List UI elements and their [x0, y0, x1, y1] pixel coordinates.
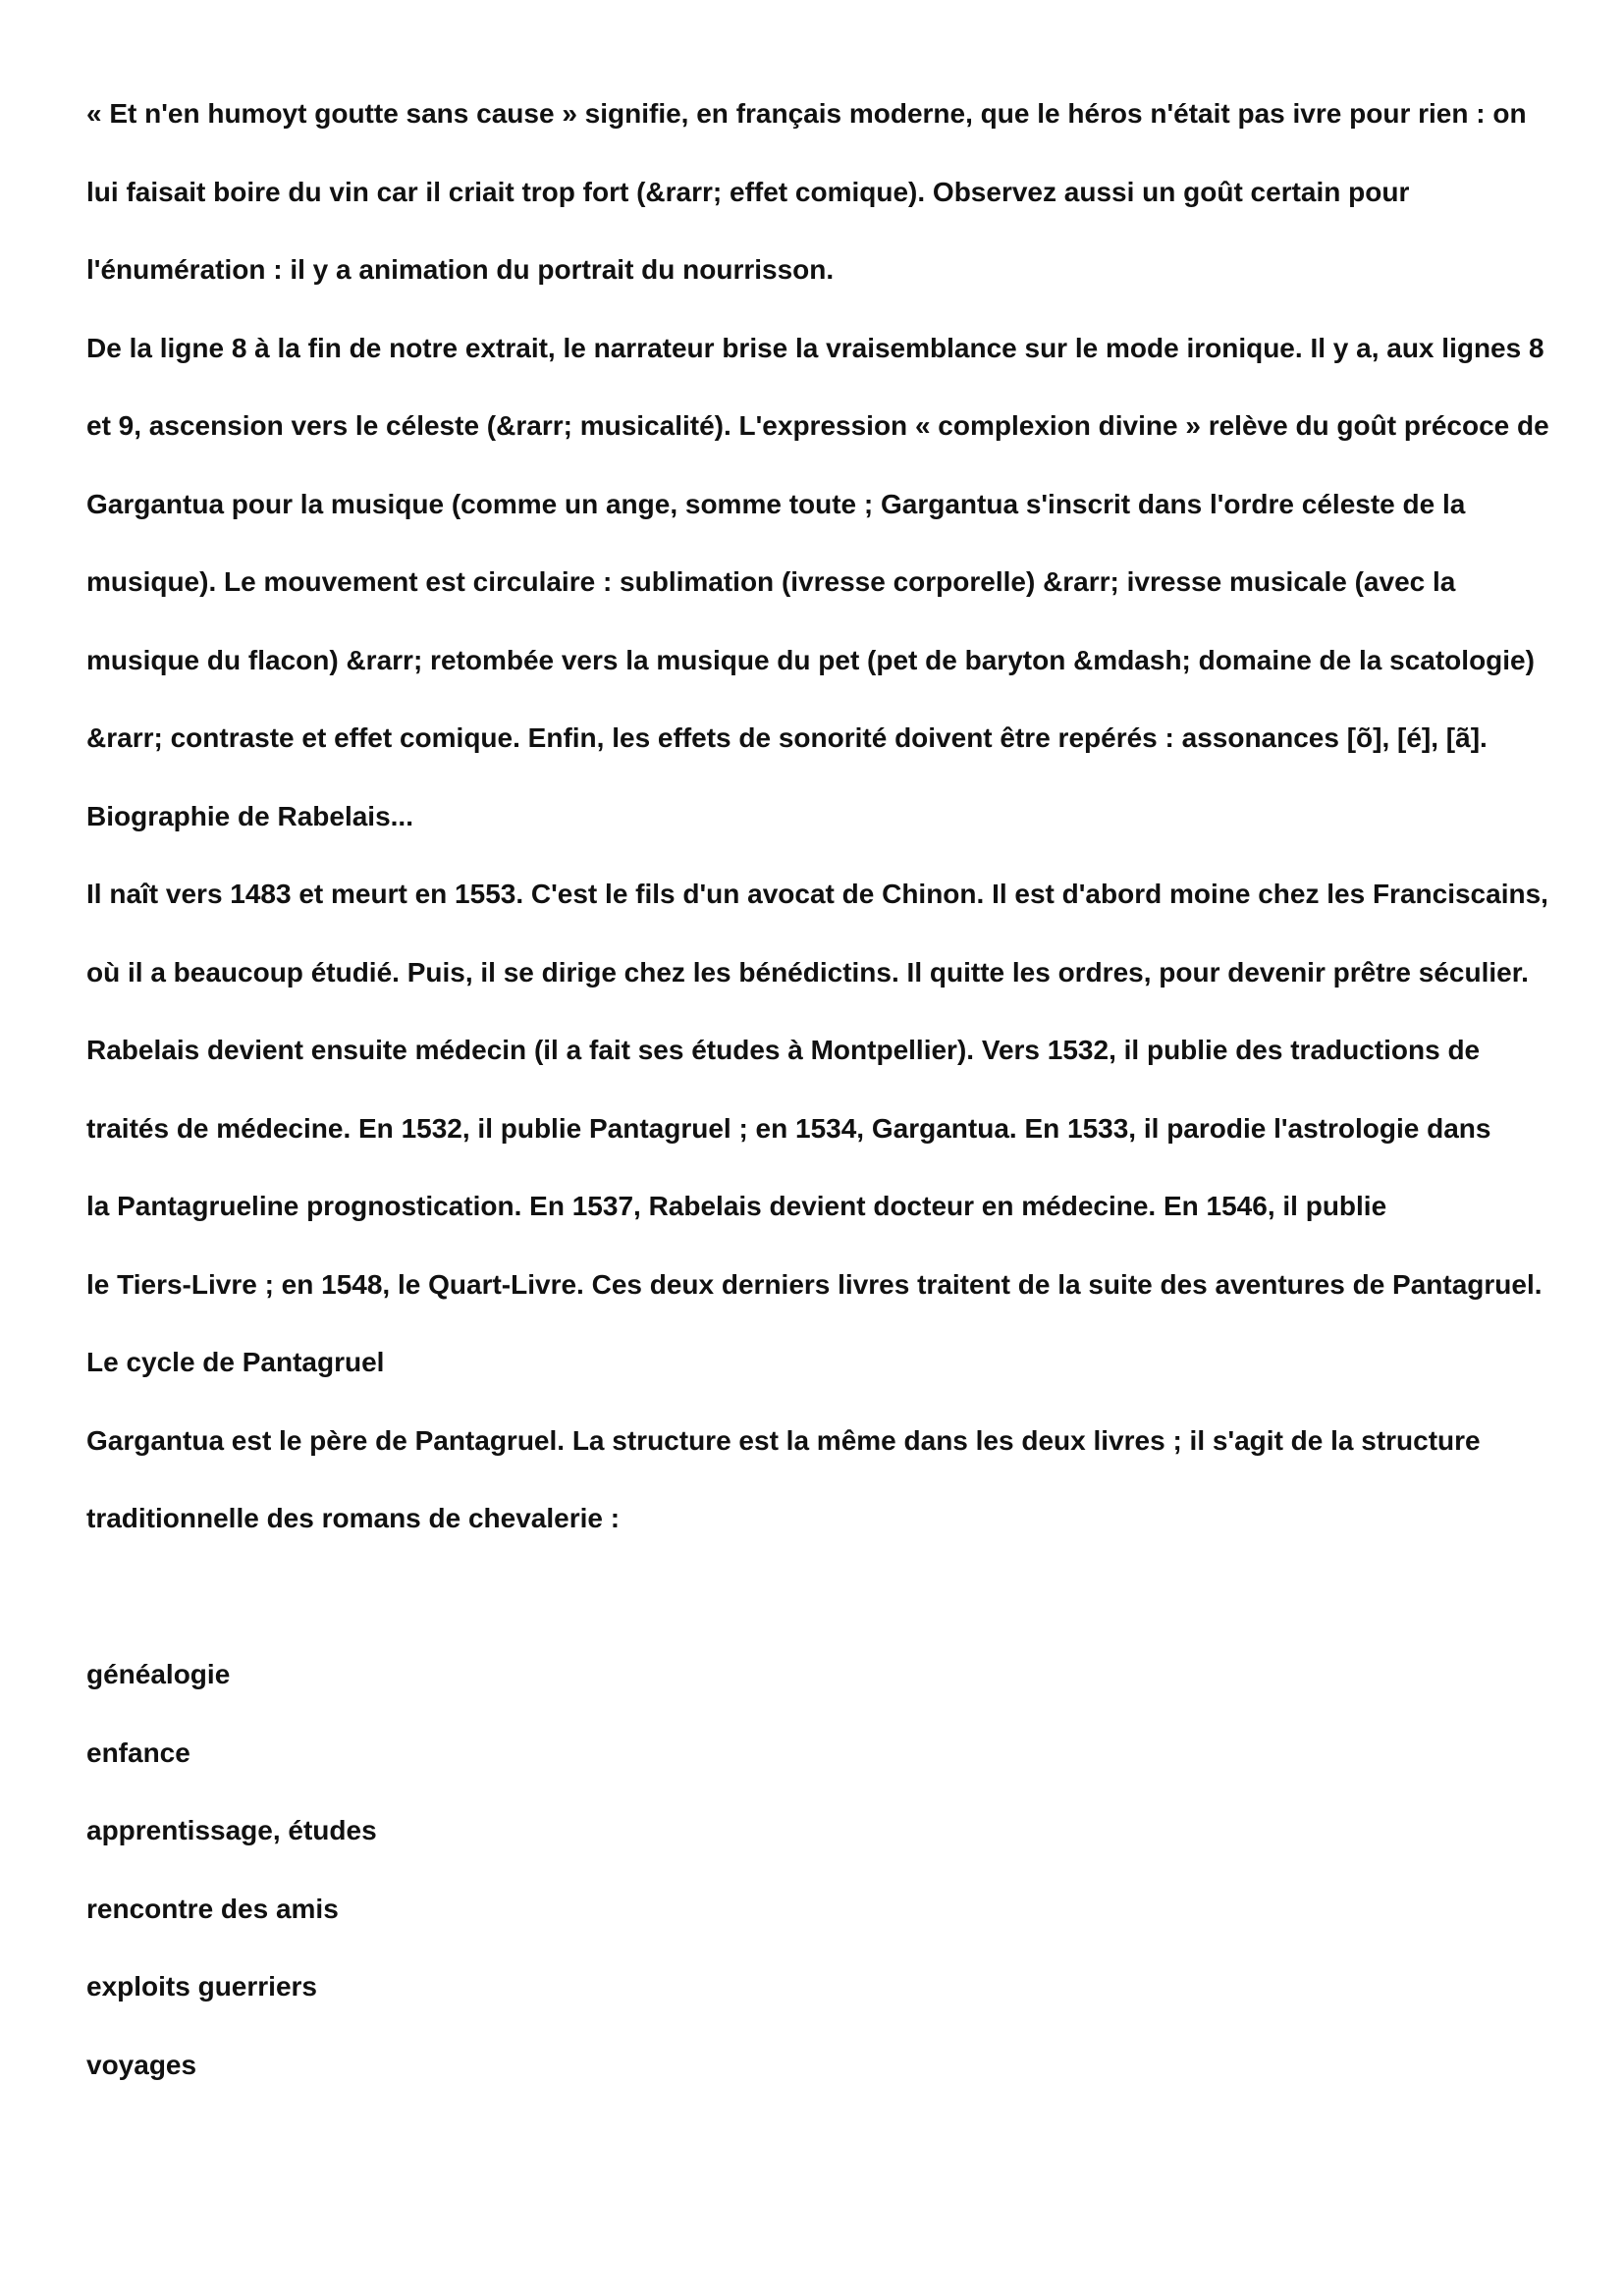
text-line: traditionnelle des romans de chevalerie : — [86, 1503, 621, 1533]
text-line: lui faisait boire du vin car il criait trop fort (&rarr; effet comique). Observez aussi un goût certain pour — [86, 176, 1410, 207]
text-line: Gargantua est le père de Pantagruel. La structure est la même dans les deux livres ; il s'agit de la structure — [86, 1424, 1481, 1456]
section-heading-biographie: Biographie de Rabelais... — [86, 800, 413, 831]
list-item: exploits guerriers — [86, 1971, 317, 2002]
text-line: où il a beaucoup étudié. Puis, il se dirige chez les bénédictins. Il quitte les ordres, pour devenir prêtre séculier. — [86, 956, 1529, 988]
section-heading-cycle: Le cycle de Pantagruel — [86, 1347, 385, 1377]
text-line: et 9, ascension vers le céleste (&rarr; musicalité). L'expression « complexion divine » relève du goût précoce de — [86, 410, 1549, 441]
text-line: Rabelais devient ensuite médecin (il a fait ses études à Montpellier). Vers 1532, il publie des traductions de — [86, 1035, 1481, 1065]
text-line: Il naît vers 1483 et meurt en 1553. C'est le fils d'un avocat de Chinon. Il est d'abord moine chez les Franciscains, — [86, 879, 1548, 909]
text-line: musique du flacon) &rarr; retombée vers la musique du pet (pet de baryton &mdash; domaine de la scatologie) — [86, 644, 1535, 675]
text-line: le Tiers-Livre ; en 1548, le Quart-Livre. Ces deux derniers livres traitent de la suite des aventures de Pantagruel. — [86, 1268, 1543, 1300]
text-line: &rarr; contraste et effet comique. Enfin, les effets de sonorité doivent être repérés : assonances [õ], [é], [ã]. — [86, 722, 1488, 753]
text-line: la Pantagrueline prognostication. En 1537, Rabelais devient docteur en médecine. En 1546, il publie — [86, 1191, 1387, 1221]
list-item: apprentissage, études — [86, 1815, 377, 1845]
text-line: musique). Le mouvement est circulaire : sublimation (ivresse corporelle) &rarr; ivresse musicale (avec la — [86, 566, 1456, 597]
text-line: traités de médecine. En 1532, il publie Pantagruel ; en 1534, Gargantua. En 1533, il parodie l'astrologie dans — [86, 1112, 1491, 1144]
text-line: « Et n'en humoyt goutte sans cause » signifie, en français moderne, que le héros n'était pas ivre pour rien : on — [86, 98, 1527, 129]
list-item: enfance — [86, 1736, 190, 1768]
document-page — [86, 90, 1579, 2119]
text-line: De la ligne 8 à la fin de notre extrait, le narrateur brise la vraisemblance sur le mode ironique. Il y a, aux lignes 8 — [86, 332, 1544, 363]
blank-gap — [86, 1574, 1579, 1652]
list-item: généalogie — [86, 1659, 231, 1689]
text-line: l'énumération : il y a animation du portrait du nourrisson. — [86, 254, 835, 285]
text-line: Gargantua pour la musique (comme un ange, somme toute ; Gargantua s'inscrit dans l'ordre céleste de la — [86, 488, 1466, 519]
list-item: voyages — [86, 2049, 197, 2080]
list-item: rencontre des amis — [86, 1893, 339, 1924]
